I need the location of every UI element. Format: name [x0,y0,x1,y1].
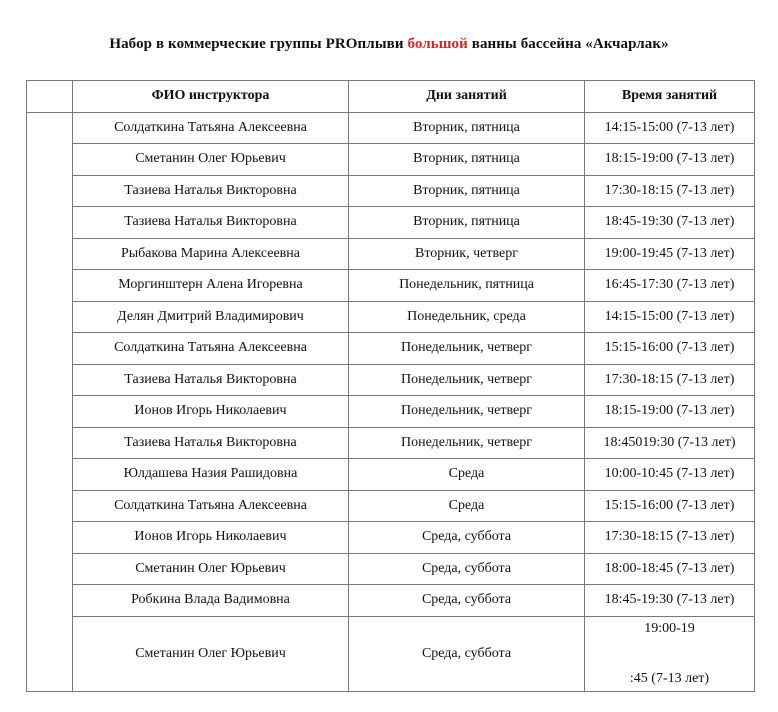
days-cell: Понедельник, четверг [349,364,585,396]
instructor-name-cell: Сметанин Олег Юрьевич [73,553,349,585]
days-cell: Среда [349,459,585,491]
instructor-name-cell: Тазиева Наталья Викторовна [73,364,349,396]
table-row [27,396,755,428]
instructor-name-cell: Солдаткина Татьяна Алексеевна [73,490,349,522]
instructor-name-cell: Юлдашева Назия Рашидовна [73,459,349,491]
table-row [27,333,755,365]
time-cell: 18:15-19:00 (7-13 лет) [585,144,755,176]
instructor-name-cell: Тазиева Наталья Викторовна [73,207,349,239]
days-cell: Понедельник, пятница [349,270,585,302]
table-row [27,522,755,554]
table-row [27,112,755,144]
days-cell: Среда, суббота [349,553,585,585]
instructor-name-cell: Ионов Игорь Николаевич [73,522,349,554]
time-cell: 14:15-15:00 (7-13 лет) [585,112,755,144]
days-cell: Среда [349,490,585,522]
instructor-name-cell: Солдаткина Татьяна Алексеевна [73,333,349,365]
table-row [27,490,755,522]
instructor-name-cell: Робкина Влада Вадимовна [73,585,349,617]
time-cell: 18:45-19:30 (7-13 лет) [585,585,755,617]
days-cell: Вторник, пятница [349,144,585,176]
empty-cell [27,112,73,144]
time-cell: 16:45-17:30 (7-13 лет) [585,270,755,302]
days-cell: Среда, суббота [349,522,585,554]
table-header-row [27,81,755,113]
days-cell: Понедельник, четверг [349,396,585,428]
empty-cell [27,144,73,176]
time-cell: 14:15-15:00 (7-13 лет) [585,301,755,333]
instructor-name-cell: Сметанин Олег Юрьевич [73,616,349,691]
instructor-name-cell: Сметанин Олег Юрьевич [73,144,349,176]
instructor-name-cell: Тазиева Наталья Викторовна [73,427,349,459]
title-part2: ванны бассейна «Акчарлак» [467,36,669,52]
instructor-name-cell: Рыбакова Марина Алексеевна [73,238,349,270]
time-cell: 17:30-18:15 (7-13 лет) [585,175,755,207]
table-row [27,175,755,207]
table-row [27,207,755,239]
time-cell: 15:15-16:00 (7-13 лет) [585,490,755,522]
instructor-name-cell: Солдаткина Татьяна Алексеевна [73,112,349,144]
time-cell: 18:15-19:00 (7-13 лет) [585,396,755,428]
empty-cell [27,522,73,554]
instructor-name-cell: Делян Дмитрий Владимирович [73,301,349,333]
days-cell: Вторник, пятница [349,175,585,207]
empty-cell [27,616,73,691]
table-row [27,238,755,270]
time-cell: 19:00-19:45 (7-13 лет) [585,238,755,270]
table-row [27,301,755,333]
days-cell: Среда, суббота [349,585,585,617]
header-time: Время занятий [585,81,755,113]
empty-cell [27,396,73,428]
title-part1: Набор в коммерческие группы PROплыви [109,36,408,52]
empty-cell [27,459,73,491]
days-cell: Понедельник, среда [349,301,585,333]
empty-cell [27,207,73,239]
table-row [27,616,755,691]
empty-cell [27,301,73,333]
time-cell: 17:30-18:15 (7-13 лет) [585,364,755,396]
time-cell: 18:45019:30 (7-13 лет) [585,427,755,459]
header-name: ФИО инструктора [73,81,349,113]
days-cell: Вторник, четверг [349,238,585,270]
instructor-name-cell: Ионов Игорь Николаевич [73,396,349,428]
empty-cell [27,427,73,459]
instructor-name-cell: Моргинштерн Алена Игоревна [73,270,349,302]
empty-cell [27,175,73,207]
time-cell: 10:00-10:45 (7-13 лет) [585,459,755,491]
days-cell: Понедельник, четверг [349,427,585,459]
time-cell: 15:15-16:00 (7-13 лет) [585,333,755,365]
empty-cell [27,238,73,270]
title-highlight: большой [407,36,468,52]
days-cell: Вторник, пятница [349,112,585,144]
empty-cell [27,333,73,365]
time-cell: 18:45-19:30 (7-13 лет) [585,207,755,239]
time-line-2: :45 (7-13 лет) [629,670,710,686]
empty-cell [27,270,73,302]
empty-cell [27,585,73,617]
page-title [0,36,778,53]
days-cell: Понедельник, четверг [349,333,585,365]
table-row [27,427,755,459]
table-row [27,270,755,302]
empty-cell [27,81,73,113]
time-cell [585,616,755,691]
table-row [27,459,755,491]
table-row [27,585,755,617]
empty-cell [27,553,73,585]
time-cell: 17:30-18:15 (7-13 лет) [585,522,755,554]
empty-cell [27,490,73,522]
table-row [27,553,755,585]
table-row [27,144,755,176]
table-row [27,364,755,396]
header-days: Дни занятий [349,81,585,113]
instructor-name-cell: Тазиева Наталья Викторовна [73,175,349,207]
time-line-1: 19:00-19 [644,620,695,636]
days-cell: Среда, суббота [349,616,585,691]
days-cell: Вторник, пятница [349,207,585,239]
empty-cell [27,364,73,396]
time-cell: 18:00-18:45 (7-13 лет) [585,553,755,585]
schedule-table [26,80,755,692]
